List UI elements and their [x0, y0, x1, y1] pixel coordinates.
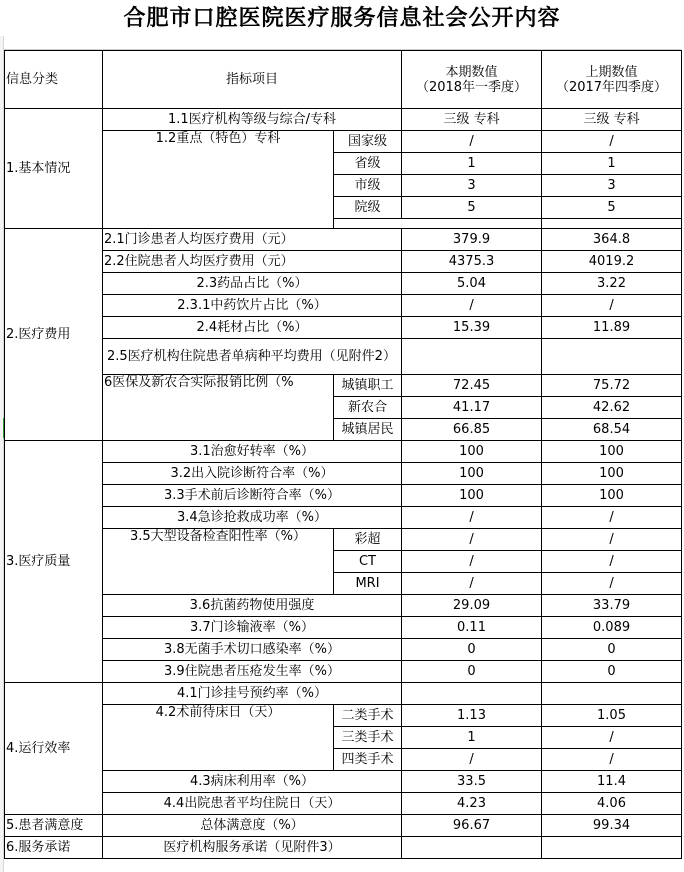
cell-current[interactable]: 41.17	[402, 397, 542, 419]
table-row	[5, 109, 682, 131]
cell-previous[interactable]	[542, 837, 682, 859]
category-basic[interactable]: 1.基本情况	[5, 109, 103, 229]
cell-current[interactable]	[402, 683, 542, 705]
cell-sub[interactable]: 三类手术	[334, 727, 402, 749]
cell-current[interactable]: /	[402, 295, 542, 317]
cell-empty[interactable]	[402, 339, 542, 375]
cell-sub[interactable]: 彩超	[334, 529, 402, 551]
cell-current[interactable]: 33.5	[402, 771, 542, 793]
cell-previous[interactable]: 11.89	[542, 317, 682, 339]
cell-label[interactable]: 总体满意度（%）	[103, 815, 402, 837]
cell-previous[interactable]: 0	[542, 661, 682, 683]
cell-label[interactable]: 2.2住院患者人均医疗费用（元）	[103, 251, 402, 273]
table-row	[5, 441, 682, 463]
table-row	[5, 295, 682, 317]
cell-current[interactable]: 5.04	[402, 273, 542, 295]
cell-sub[interactable]: MRI	[334, 573, 402, 595]
cell-current[interactable]: 29.09	[402, 595, 542, 617]
cell-current[interactable]: 66.85	[402, 419, 542, 441]
cell-current[interactable]: 100	[402, 485, 542, 507]
cell-current[interactable]: 100	[402, 441, 542, 463]
cell-label[interactable]: 3.4急诊抢救成功率（%）	[103, 507, 402, 529]
cell-previous[interactable]: 100	[542, 463, 682, 485]
table-row	[5, 251, 682, 273]
cell-previous[interactable]: 68.54	[542, 419, 682, 441]
cell-label[interactable]: 3.2出入院诊断符合率（%）	[103, 463, 402, 485]
cell-current[interactable]: 0	[402, 661, 542, 683]
cell-previous[interactable]	[542, 683, 682, 705]
cell-label[interactable]: 2.4耗材占比（%）	[103, 317, 402, 339]
header-category[interactable]: 信息分类	[5, 51, 103, 109]
cell-label[interactable]: 2.3药品占比（%）	[103, 273, 402, 295]
cell-previous[interactable]: /	[542, 551, 682, 573]
cell-label[interactable]: 2.5医疗机构住院患者单病种平均费用（见附件2）	[103, 339, 402, 375]
table-row	[5, 815, 682, 837]
cell-previous[interactable]: /	[542, 131, 682, 153]
cell-sub[interactable]: 城镇职工	[334, 375, 402, 397]
cell-previous[interactable]: 3.22	[542, 273, 682, 295]
header-indicator[interactable]: 指标项目	[103, 51, 402, 109]
cell-label[interactable]: 1.2重点（特色）专科	[103, 131, 334, 229]
category-satisfaction[interactable]: 5.患者满意度	[5, 815, 103, 837]
cell-current[interactable]: /	[402, 529, 542, 551]
cell-previous[interactable]: 364.8	[542, 229, 682, 251]
cell-label[interactable]: 3.8无菌手术切口感染率（%）	[103, 639, 402, 661]
cell-previous[interactable]: 1	[542, 153, 682, 175]
cell-current[interactable]: 0	[402, 639, 542, 661]
cell-label[interactable]: 3.9住院患者压疮发生率（%）	[103, 661, 402, 683]
table-row	[5, 339, 682, 375]
cell-label[interactable]: 3.7门诊输液率（%）	[103, 617, 402, 639]
cell-sub[interactable]: CT	[334, 551, 402, 573]
info-table	[4, 50, 682, 859]
cell-previous[interactable]: 0.089	[542, 617, 682, 639]
cell-previous[interactable]: 75.72	[542, 375, 682, 397]
cell-previous[interactable]: 4.06	[542, 793, 682, 815]
cell-current[interactable]: 72.45	[402, 375, 542, 397]
cell-previous[interactable]: /	[542, 507, 682, 529]
table-row	[5, 485, 682, 507]
cell-current[interactable]: 379.9	[402, 229, 542, 251]
cell-current[interactable]: 三级 专科	[402, 109, 542, 131]
header-previous[interactable]: 上期数值 （2017年四季度）	[542, 51, 682, 109]
cell-label[interactable]: 4.2术前待床日（天）	[103, 705, 334, 771]
table-row	[5, 529, 682, 551]
table-row	[5, 317, 682, 339]
cell-previous[interactable]: 99.34	[542, 815, 682, 837]
cell-label[interactable]: 4.1门诊挂号预约率（%）	[103, 683, 402, 705]
cell-empty[interactable]	[542, 339, 682, 375]
cell-sub[interactable]: 城镇居民	[334, 419, 402, 441]
cell-current[interactable]: 3	[402, 175, 542, 197]
cell-current[interactable]: 1	[402, 153, 542, 175]
cell-previous[interactable]: /	[542, 727, 682, 749]
cell-label[interactable]: 2.1门诊患者人均医疗费用（元）	[103, 229, 402, 251]
cell-label[interactable]: 3.1治愈好转率（%）	[103, 441, 402, 463]
cell-current[interactable]: 15.39	[402, 317, 542, 339]
cell-previous[interactable]: /	[542, 529, 682, 551]
cell-current[interactable]: 4375.3	[402, 251, 542, 273]
category-quality[interactable]: 3.医疗质量	[5, 441, 103, 683]
cell-current[interactable]: 96.67	[402, 815, 542, 837]
cell-sub[interactable]: 二类手术	[334, 705, 402, 727]
cell-label[interactable]: 1.1医疗机构等级与综合/专科	[103, 109, 402, 131]
cell-previous[interactable]: /	[542, 295, 682, 317]
cell-empty[interactable]	[542, 219, 682, 229]
cell-previous[interactable]: /	[542, 573, 682, 595]
table-header-row	[5, 51, 682, 109]
blank-row	[4, 36, 681, 50]
cell-sub[interactable]: 新农合	[334, 397, 402, 419]
cell-label[interactable]: 4.3病床利用率（%）	[103, 771, 402, 793]
cell-current[interactable]: 0.11	[402, 617, 542, 639]
cell-previous[interactable]: 5	[542, 197, 682, 219]
cell-sub[interactable]: 省级	[334, 153, 402, 175]
cell-previous[interactable]: 0	[542, 639, 682, 661]
cell-label[interactable]: 2.3.1中药饮片占比（%）	[103, 295, 402, 317]
cell-previous[interactable]: 3	[542, 175, 682, 197]
category-efficiency[interactable]: 4.运行效率	[5, 683, 103, 815]
cell-sub[interactable]: 市级	[334, 175, 402, 197]
cell-previous[interactable]: 42.62	[542, 397, 682, 419]
cell-previous[interactable]: 4019.2	[542, 251, 682, 273]
cell-current[interactable]: 5	[402, 197, 542, 219]
table-row	[5, 683, 682, 705]
table-row	[5, 617, 682, 639]
table-row	[5, 463, 682, 485]
cell-label[interactable]: 3.3手术前后诊断符合率（%）	[103, 485, 402, 507]
cell-current[interactable]: /	[402, 551, 542, 573]
cell-previous[interactable]: /	[542, 749, 682, 771]
table-row	[5, 639, 682, 661]
cell-label[interactable]: 3.6抗菌药物使用强度	[103, 595, 402, 617]
cell-previous[interactable]: 三级 专科	[542, 109, 682, 131]
cell-previous[interactable]: 100	[542, 485, 682, 507]
cell-previous[interactable]: 1.05	[542, 705, 682, 727]
header-current[interactable]: 本期数值 （2018年一季度）	[402, 51, 542, 109]
cell-current[interactable]: 4.23	[402, 793, 542, 815]
table-row	[5, 705, 682, 727]
category-cost[interactable]: 2.医疗费用	[5, 229, 103, 441]
cell-sub[interactable]: 国家级	[334, 131, 402, 153]
cell-empty[interactable]	[334, 219, 542, 229]
cell-label[interactable]: 4.4出院患者平均住院日（天）	[103, 793, 402, 815]
table-row	[5, 837, 682, 859]
table-row	[5, 229, 682, 251]
cell-current[interactable]: 100	[402, 463, 542, 485]
cell-current[interactable]: /	[402, 507, 542, 529]
table-row	[5, 771, 682, 793]
cell-current[interactable]	[402, 837, 542, 859]
cell-sub[interactable]: 四类手术	[334, 749, 402, 771]
cell-sub[interactable]: 院级	[334, 197, 402, 219]
table-row	[5, 375, 682, 397]
cell-current[interactable]: /	[402, 749, 542, 771]
cell-current[interactable]: /	[402, 573, 542, 595]
cell-label[interactable]: 医疗机构服务承诺（见附件3）	[103, 837, 402, 859]
cell-previous[interactable]: 11.4	[542, 771, 682, 793]
table-row	[5, 661, 682, 683]
page-title: 合肥市口腔医院医疗服务信息社会公开内容	[123, 5, 561, 31]
table-row	[5, 507, 682, 529]
cell-label[interactable]: 3.5大型设备检查阳性率（%）	[103, 529, 334, 595]
table-row	[5, 131, 682, 153]
cell-previous[interactable]: 33.79	[542, 595, 682, 617]
category-service[interactable]: 6.服务承诺	[5, 837, 103, 859]
table-row	[5, 595, 682, 617]
cell-label[interactable]: 6医保及新农合实际报销比例（%	[103, 375, 334, 441]
cell-current[interactable]: /	[402, 131, 542, 153]
cell-current[interactable]: 1.13	[402, 705, 542, 727]
table-row	[5, 273, 682, 295]
table-row	[5, 793, 682, 815]
cell-current[interactable]: 1	[402, 727, 542, 749]
cell-previous[interactable]: 100	[542, 441, 682, 463]
